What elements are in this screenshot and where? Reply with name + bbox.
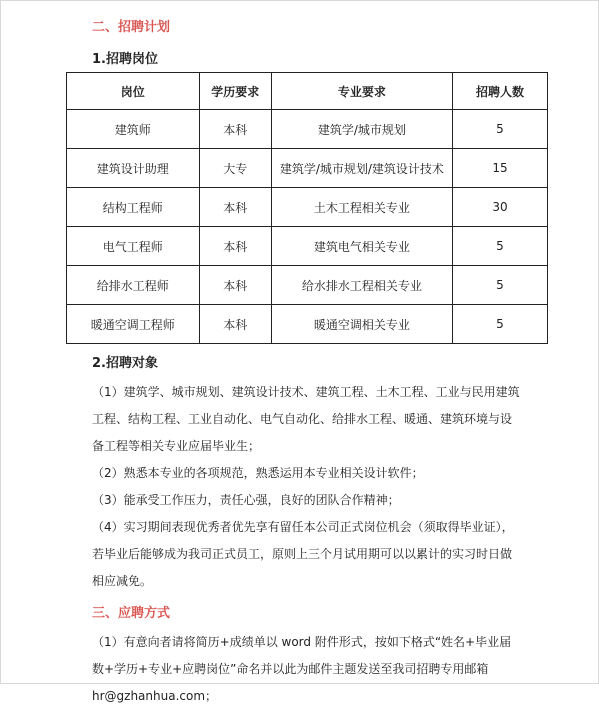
header-major: 专业要求 bbox=[271, 73, 452, 110]
table-row bbox=[67, 305, 548, 344]
cell-major: 暖通空调相关专业 bbox=[271, 305, 452, 344]
cell-headcount: 5 bbox=[452, 266, 547, 305]
cell-education: 大专 bbox=[199, 149, 271, 188]
cell-education: 本科 bbox=[199, 266, 271, 305]
cell-position: 暖通空调工程师 bbox=[67, 305, 200, 344]
cell-position: 给排水工程师 bbox=[67, 266, 200, 305]
target-item-2: （2）熟悉本专业的各项规范，熟悉运用本专业相关设计软件； bbox=[92, 466, 424, 480]
cell-position: 建筑师 bbox=[67, 110, 200, 149]
table-row bbox=[67, 266, 548, 305]
application-item-1: （1）有意向者请将简历+成绩单以 word 附件形式，按如下格式“姓名+毕业届数+学历+专业+应聘岗位”命名并以此为邮件主题发送至我司招聘专用邮箱 hr@gzhanhua.com； bbox=[92, 635, 512, 703]
cell-major: 给水排水工程相关专业 bbox=[271, 266, 452, 305]
table-row bbox=[67, 227, 548, 266]
positions-title: 1.招聘岗位 bbox=[92, 52, 158, 67]
cell-major: 建筑学/城市规划/建筑设计技术 bbox=[271, 149, 452, 188]
cell-education: 本科 bbox=[199, 110, 271, 149]
cell-position: 结构工程师 bbox=[67, 188, 200, 227]
cell-headcount: 5 bbox=[452, 110, 547, 149]
target-item-3: （3）能承受工作压力，责任心强，良好的团队合作精神； bbox=[92, 493, 400, 507]
header-position: 岗位 bbox=[67, 73, 200, 110]
table-row bbox=[67, 188, 548, 227]
cell-headcount: 30 bbox=[452, 188, 547, 227]
targets-title: 2.招聘对象 bbox=[92, 356, 158, 371]
cell-headcount: 5 bbox=[452, 227, 547, 266]
cell-education: 本科 bbox=[199, 227, 271, 266]
section-recruitment-plan-title: 二、招聘计划 bbox=[92, 20, 171, 35]
table-row bbox=[67, 149, 548, 188]
positions-table bbox=[66, 72, 548, 344]
table-header-row bbox=[67, 73, 548, 110]
table-row bbox=[67, 110, 548, 149]
cell-education: 本科 bbox=[199, 188, 271, 227]
cell-headcount: 5 bbox=[452, 305, 547, 344]
target-item-4: （4）实习期间表现优秀者优先享有留任本公司正式岗位机会（须取得毕业证），若毕业后能够成为我司正式员工，原则上三个月试用期可以以累计的实习时日做相应减免。 bbox=[92, 520, 514, 588]
cell-major: 建筑电气相关专业 bbox=[271, 227, 452, 266]
section-application-method-title: 三、应聘方式 bbox=[92, 606, 171, 621]
cell-position: 建筑设计助理 bbox=[67, 149, 200, 188]
header-education: 学历要求 bbox=[199, 73, 271, 110]
cell-education: 本科 bbox=[199, 305, 271, 344]
cell-headcount: 15 bbox=[452, 149, 547, 188]
cell-position: 电气工程师 bbox=[67, 227, 200, 266]
header-headcount: 招聘人数 bbox=[452, 73, 547, 110]
cell-major: 建筑学/城市规划 bbox=[271, 110, 452, 149]
cell-major: 土木工程相关专业 bbox=[271, 188, 452, 227]
target-item-1: （1）建筑学、城市规划、建筑设计技术、建筑工程、土木工程、工业与民用建筑工程、结构工程、工业自动化、电气自动化、给排水工程、暖通、建筑环境与设备工程等相关专业应届毕业生； bbox=[92, 385, 520, 453]
